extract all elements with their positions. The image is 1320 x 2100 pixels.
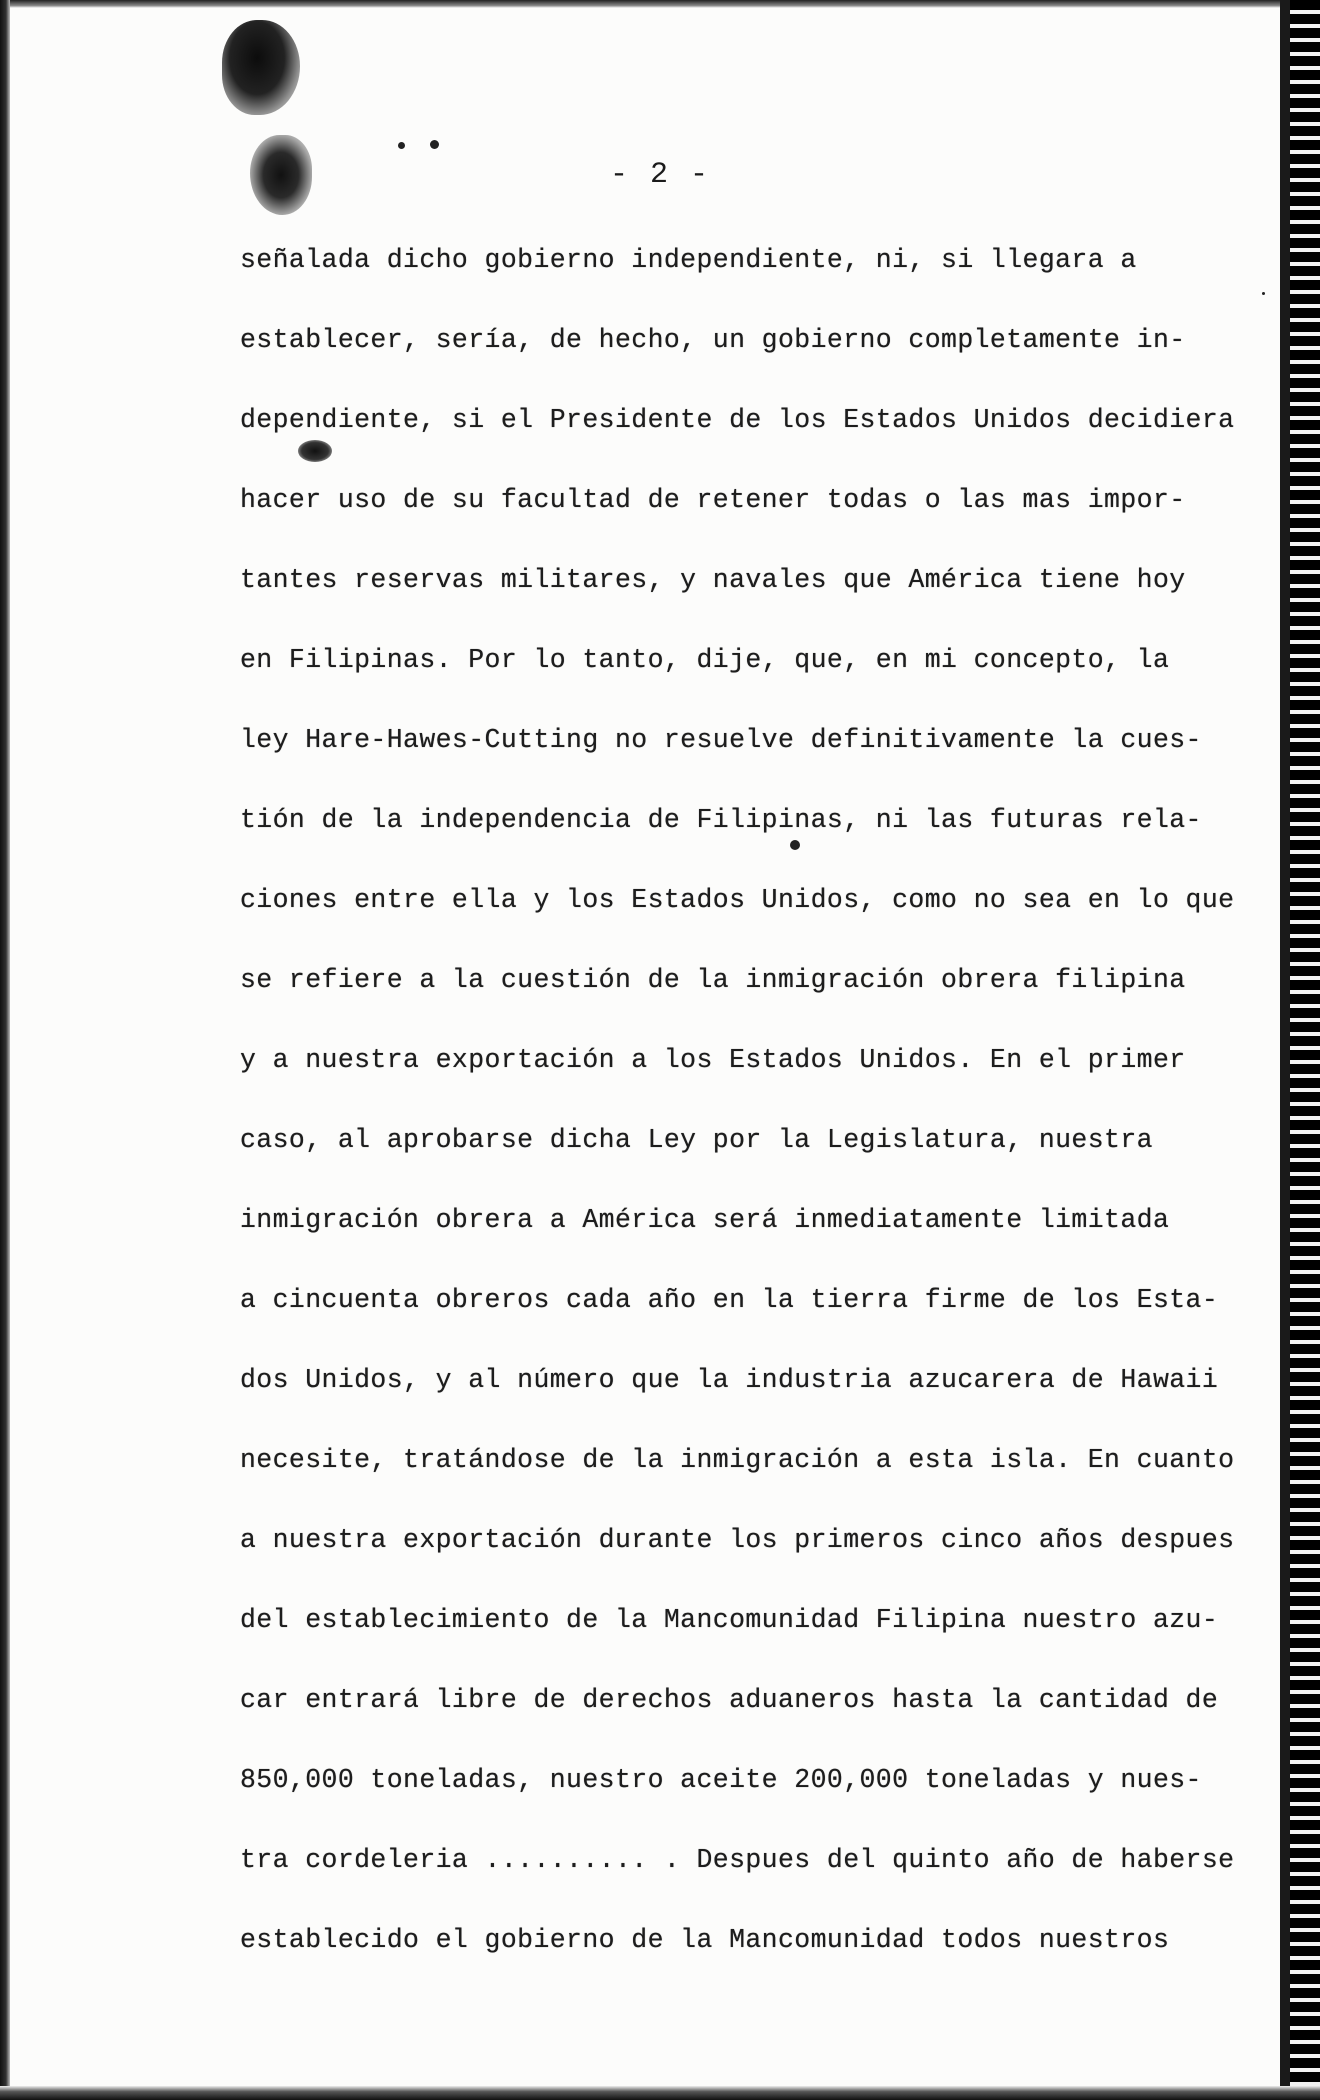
text-line: dos Unidos, y al número que la industria azucarera de Hawaii	[240, 1365, 1219, 1395]
text-line: tantes reservas militares, y navales que América tiene hoy	[240, 565, 1186, 595]
scan-edge-left	[0, 0, 10, 2100]
text-line: se refiere a la cuestión de la inmigración obrera filipina	[240, 965, 1186, 995]
scan-edge-right	[1280, 0, 1320, 2100]
text-line: tión de la independencia de Filipinas, ni las futuras rela-	[240, 805, 1202, 835]
document-body	[240, 232, 1250, 1992]
text-line: 850,000 toneladas, nuestro aceite 200,000 toneladas y nues-	[240, 1765, 1202, 1795]
text-line: establecido el gobierno de la Mancomunidad todos nuestros	[240, 1925, 1170, 1955]
text-line: establecer, sería, de hecho, un gobierno completamente in-	[240, 325, 1186, 355]
ink-speck	[430, 140, 439, 149]
text-line: en Filipinas. Por lo tanto, dije, que, en mi concepto, la	[240, 645, 1170, 675]
text-line: a nuestra exportación durante los primeros cinco años despues	[240, 1525, 1235, 1555]
text-line: ciones entre ella y los Estados Unidos, como no sea en lo que	[240, 885, 1235, 915]
text-line: señalada dicho gobierno independiente, ni, si llegara a	[240, 245, 1137, 275]
text-line: tra cordeleria .......... . Despues del quinto año de haberse	[240, 1845, 1235, 1875]
ink-speck	[398, 142, 405, 149]
text-line: necesite, tratándose de la inmigración a esta isla. En cuanto	[240, 1445, 1235, 1475]
text-line: dependiente, si el Presidente de los Estados Unidos decidiera	[240, 405, 1235, 435]
text-line: hacer uso de su facultad de retener todas o las mas impor-	[240, 485, 1186, 515]
page-number: - 2 -	[609, 158, 710, 192]
text-line: ley Hare-Hawes-Cutting no resuelve definitivamente la cues-	[240, 725, 1202, 755]
scan-edge-top	[0, 0, 1320, 8]
text-line: del establecimiento de la Mancomunidad Filipina nuestro azu-	[240, 1605, 1219, 1635]
text-line: y a nuestra exportación a los Estados Unidos. En el primer	[240, 1045, 1186, 1075]
ink-speck	[1262, 292, 1265, 295]
text-line: car entrará libre de derechos aduaneros hasta la cantidad de	[240, 1685, 1219, 1715]
text-line: caso, al aprobarse dicha Ley por la Legislatura, nuestra	[240, 1125, 1153, 1155]
ink-blot	[222, 20, 300, 115]
text-line: inmigración obrera a América será inmediatamente limitada	[240, 1205, 1170, 1235]
text-line: a cincuenta obreros cada año en la tierra firme de los Esta-	[240, 1285, 1219, 1315]
scan-edge-bottom	[0, 2086, 1320, 2100]
